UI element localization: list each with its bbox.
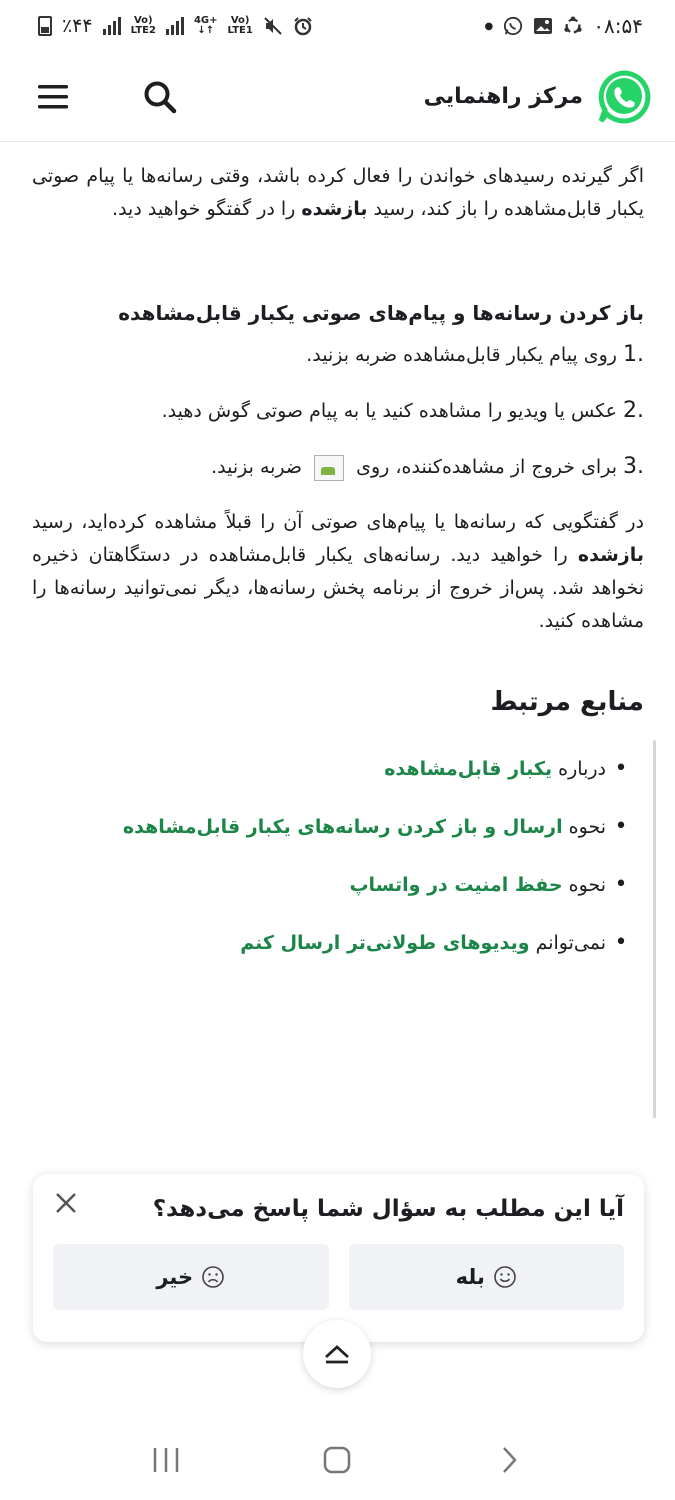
- recents-button[interactable]: [136, 1430, 196, 1490]
- broken-image-icon: [314, 455, 344, 481]
- network-type-label: 4G+ ↓↑: [193, 15, 218, 36]
- volte-lte2-label: Vo) LTE2: [130, 15, 156, 36]
- bullet-icon: •: [614, 756, 628, 781]
- brand[interactable]: [424, 70, 651, 124]
- status-bar-left: [38, 15, 313, 37]
- search-icon[interactable]: [142, 79, 178, 115]
- mute-icon: [263, 16, 283, 36]
- home-button[interactable]: [307, 1430, 367, 1490]
- feedback-buttons: [53, 1244, 624, 1310]
- related-link[interactable]: یکبار قابل‌مشاهده: [384, 758, 553, 780]
- scrollbar[interactable]: [653, 740, 656, 1118]
- list-item: 3. برای خروج از مشاهده‌کننده، روی ضربه بزنید.: [211, 454, 644, 479]
- bullet-icon: •: [614, 930, 628, 955]
- related-item: • نمی‌توانم ویدیوهای طولانی‌تر ارسال کنم: [32, 926, 636, 960]
- list-item: 1. روی پیام یکبار قابل‌مشاهده ضربه بزنید.: [306, 342, 644, 367]
- steps-list: [32, 338, 644, 484]
- alarm-icon: [293, 16, 313, 36]
- back-button[interactable]: [479, 1430, 539, 1490]
- intro-paragraph: اگر گیرنده رسیدهای خواندن را فعال کرده باشد، وقتی رسانه‌ها یا پیام صوتی یکبار قابل‌مشاهده را باز کند، رسید بازشده را در گفتگو خواهید دید.: [32, 165, 644, 220]
- menu-icon[interactable]: [38, 83, 70, 111]
- feedback-card: [33, 1174, 644, 1342]
- frown-icon: [201, 1265, 225, 1289]
- volte-lte1-label: Vo) LTE1: [227, 15, 253, 36]
- no-button[interactable]: خیر: [53, 1244, 329, 1310]
- status-bar: [0, 0, 675, 52]
- battery-icon: [38, 16, 52, 36]
- related-item: • نحوه ارسال و باز کردن رسانه‌های یکبار قابل‌مشاهده: [32, 810, 636, 844]
- battery-percent: ٪۴۴: [62, 15, 93, 37]
- section-title: باز کردن رسانه‌ها و پیام‌های صوتی یکبار قابل‌مشاهده: [118, 301, 644, 325]
- feedback-question: آیا این مطلب به سؤال شما پاسخ می‌دهد؟: [152, 1196, 624, 1222]
- page-title: مرکز راهنمایی: [423, 84, 583, 109]
- notification-dot-icon: ●: [484, 20, 494, 32]
- bold-term: بازشده: [577, 544, 644, 566]
- scroll-to-top-button[interactable]: [303, 1320, 371, 1388]
- related-link[interactable]: حفظ امنیت در واتساپ: [349, 874, 563, 896]
- system-navigation-bar: [0, 1420, 675, 1500]
- bullet-icon: •: [614, 814, 628, 839]
- bold-term: بازشده: [301, 198, 368, 220]
- app-header: [0, 52, 675, 142]
- gallery-notification-icon: [533, 16, 553, 36]
- info-paragraph: در گفتگویی که رسانه‌ها یا پیام‌های صوتی آن را قبلاً مشاهده کرده‌اید، رسید بازشده را خواهید دید. رسانه‌های یکبار قابل‌مشاهده در دستگاهتان ذخیره نخواهد شد. پس‌از خروج از برنامه پخش رسانه‌ها، دیگر نمی‌توانید رسانه‌ها را مشاهده کنید.: [32, 511, 644, 632]
- signal-icon: [103, 17, 121, 35]
- header-actions: [38, 79, 178, 115]
- list-item: 2. عکس یا ویدیو را مشاهده کنید یا به پیام صوتی گوش دهید.: [161, 398, 644, 423]
- sync-notification-icon: [563, 16, 583, 36]
- clock: ۰۸:۵۴: [593, 14, 643, 38]
- bullet-icon: •: [614, 872, 628, 897]
- yes-button[interactable]: بله: [349, 1244, 625, 1310]
- related-resources-title: منابع مرتبط: [490, 687, 644, 717]
- smile-icon: [493, 1265, 517, 1289]
- related-link[interactable]: ویدیوهای طولانی‌تر ارسال کنم: [240, 932, 530, 954]
- chevron-up-icon: [323, 1343, 351, 1365]
- whatsapp-logo-icon: [597, 70, 651, 124]
- related-item: • نحوه حفظ امنیت در واتساپ: [32, 868, 636, 902]
- signal-icon-2: [166, 17, 184, 35]
- article-content: [32, 160, 644, 984]
- status-bar-right: [485, 14, 643, 38]
- related-link[interactable]: ارسال و باز کردن رسانه‌های یکبار قابل‌مشاهده: [122, 816, 563, 838]
- whatsapp-notification-icon: [503, 16, 523, 36]
- related-list: [32, 752, 644, 960]
- related-item: • درباره یکبار قابل‌مشاهده: [32, 752, 636, 786]
- close-icon[interactable]: [51, 1188, 81, 1218]
